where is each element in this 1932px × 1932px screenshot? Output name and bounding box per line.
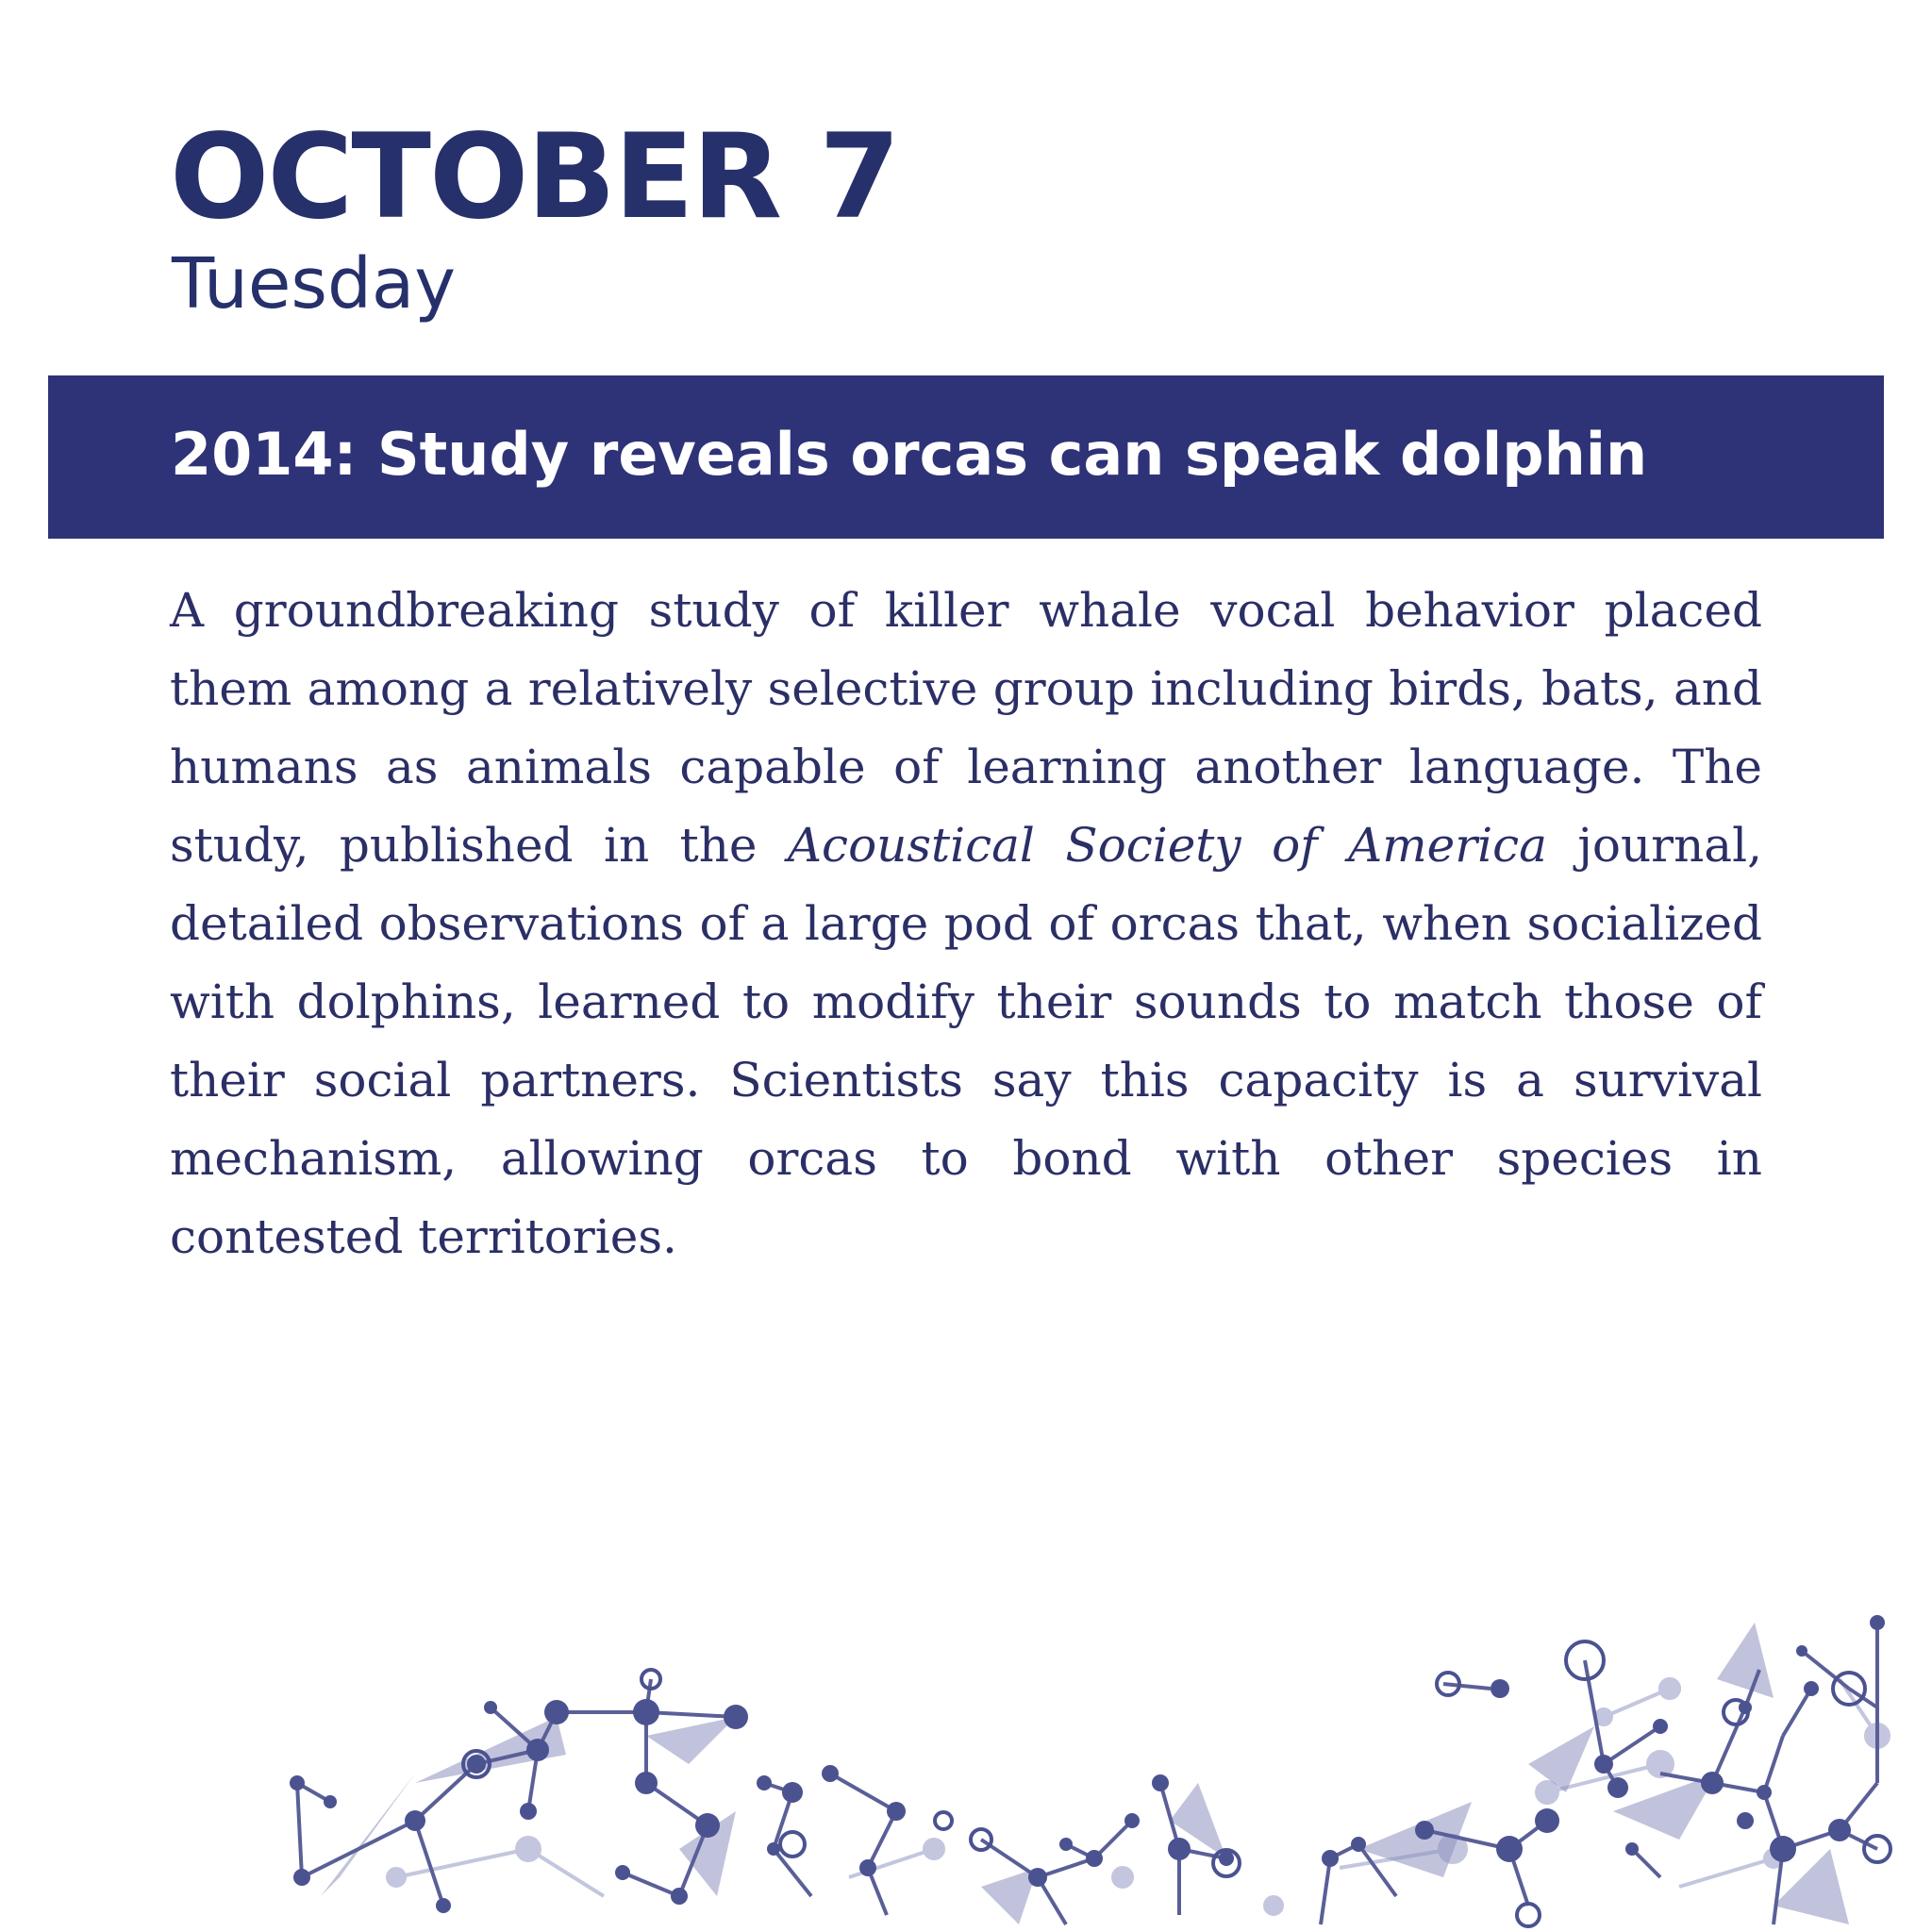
entry-body bbox=[170, 572, 1762, 1276]
network-ring-nodes bbox=[463, 1641, 1890, 1926]
weekday-label: Tuesday bbox=[172, 243, 457, 325]
headline-banner bbox=[48, 375, 1884, 539]
body-text-part2: journal, detailed observations of a large pod of orcas that, when socialized with dolphins, learned to modify their sounds to match those of their social partners. Scientists say this capacity is a survival mechanism, allowing orcas to bond with other species in contested territories. bbox=[170, 818, 1762, 1264]
network-lines bbox=[297, 1623, 1877, 1924]
headline-title: 2014: Study reveals orcas can speak dolphin bbox=[171, 420, 1648, 489]
body-text-part1: A groundbreaking study of killer whale vocal behavior placed them among a relatively selective group including birds, bats, and humans as animals capable of learning another language. The study, published in the bbox=[170, 583, 1762, 873]
network-nodes bbox=[290, 1615, 1885, 1913]
journal-name: Acoustical Society of America bbox=[787, 818, 1547, 873]
molecule-network-illustration bbox=[0, 1585, 1932, 1932]
date-heading: OCTOBER 7 bbox=[170, 109, 899, 245]
